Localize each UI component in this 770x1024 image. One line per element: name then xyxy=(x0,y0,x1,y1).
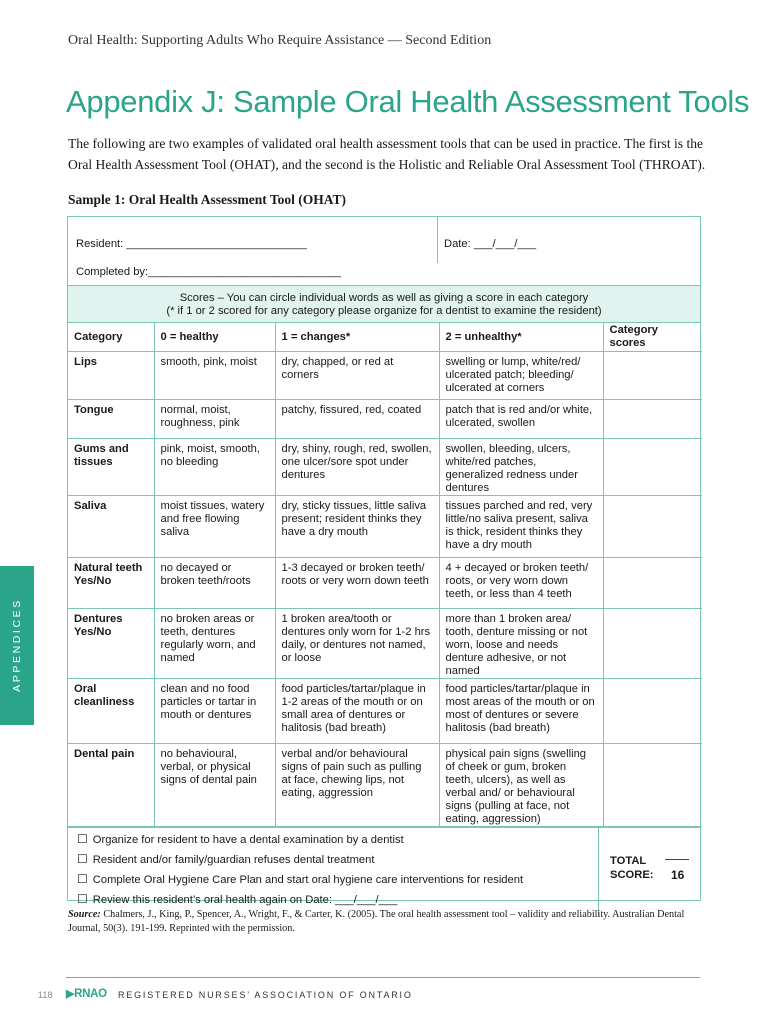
table-row xyxy=(68,400,702,439)
row-unhealthy[interactable]: tissues parched and red, very little/no saliva present, saliva is thick, resident thinks they have a dry mouth xyxy=(439,496,603,558)
organization-name: REGISTERED NURSES’ ASSOCIATION OF ONTARIO xyxy=(118,990,413,1000)
total-score-box xyxy=(598,828,703,916)
row-unhealthy[interactable]: patch that is red and/or white, ulcerated, swollen xyxy=(439,400,603,439)
footer-divider xyxy=(66,977,700,978)
row-changes[interactable]: dry, chapped, or red at corners xyxy=(275,352,439,400)
row-category: Lips xyxy=(68,352,154,400)
row-unhealthy[interactable]: swollen, bleeding, ulcers, white/red patches, generalized redness under dentures xyxy=(439,439,603,496)
row-healthy[interactable]: smooth, pink, moist xyxy=(154,352,275,400)
row-score-cell[interactable] xyxy=(603,609,702,679)
form-meta xyxy=(68,217,700,286)
checkbox-icon[interactable]: ☐ xyxy=(77,852,88,866)
row-changes[interactable]: 1-3 decayed or broken teeth/ roots or very worn down teeth xyxy=(275,558,439,609)
checkbox-icon[interactable]: ☐ xyxy=(77,872,88,886)
table-row xyxy=(68,679,702,744)
row-changes[interactable]: food particles/tartar/plaque in 1-2 areas of the mouth or on small area of dentures or halitosis (bad breath) xyxy=(275,679,439,744)
total-score-label: TOTAL SCORE: xyxy=(610,855,654,881)
table-row xyxy=(68,496,702,558)
row-score-cell[interactable] xyxy=(603,400,702,439)
checklist-item[interactable] xyxy=(77,853,597,873)
row-healthy[interactable]: no decayed or broken teeth/roots xyxy=(154,558,275,609)
row-unhealthy[interactable]: 4 + decayed or broken teeth/ roots, or very worn down teeth, or less than 4 teeth xyxy=(439,558,603,609)
table-row xyxy=(68,744,702,827)
column-header-healthy: 0 = healthy xyxy=(154,323,275,352)
row-score-cell[interactable] xyxy=(603,352,702,400)
column-header-changes: 1 = changes* xyxy=(275,323,439,352)
row-score-cell[interactable] xyxy=(603,496,702,558)
date-field[interactable]: Date: ___/___/___ xyxy=(444,238,537,250)
meta-divider xyxy=(437,217,438,263)
assessment-table xyxy=(68,323,702,827)
checkbox-icon[interactable]: ☐ xyxy=(77,892,88,906)
row-category: Saliva xyxy=(68,496,154,558)
checklist-item[interactable] xyxy=(77,833,597,853)
table-header-row xyxy=(68,323,702,352)
source-text: Chalmers, J., King, P., Spencer, A., Wright, F., & Carter, K. (2005). The oral health assessment tool – validity and reliability. Australian Dental Journal, 50(3). 191-199. Reprinted with the permission. xyxy=(68,909,685,934)
ohat-form xyxy=(67,216,701,906)
checkbox-icon[interactable]: ☐ xyxy=(77,832,88,846)
intro-paragraph: The following are two examples of validated oral health assessment tools that can be used in practice. The first is the Oral Health Assessment Tool (OHAT), and the second is the Holistic and Reliable Oral Assessment Tool (THROAT). xyxy=(68,136,706,172)
form-footer xyxy=(68,827,700,916)
row-healthy[interactable]: normal, moist, roughness, pink xyxy=(154,400,275,439)
page-number: 118 xyxy=(38,990,53,1000)
checklist-item-label: Review this resident’s oral health again on Date: ___/___/___ xyxy=(92,894,398,906)
row-changes[interactable]: dry, sticky tissues, little saliva present; resident thinks they have a dry mouth xyxy=(275,496,439,558)
row-score-cell[interactable] xyxy=(603,558,702,609)
row-unhealthy[interactable]: food particles/tartar/plaque in most areas of the mouth or on most of dentures or severe halitosis (bad breath) xyxy=(439,679,603,744)
table-row xyxy=(68,609,702,679)
row-category: Natural teeth Yes/No xyxy=(68,558,154,609)
row-score-cell[interactable] xyxy=(603,679,702,744)
scores-note-line1: Scores – You can circle individual words as well as giving a score in each category xyxy=(179,292,589,304)
row-healthy[interactable]: no broken areas or teeth, dentures regularly worn, and named xyxy=(154,609,275,679)
row-score-cell[interactable] xyxy=(603,744,702,827)
row-category: Gums and tissues xyxy=(68,439,154,496)
row-healthy[interactable]: clean and no food particles or tartar in mouth or dentures xyxy=(154,679,275,744)
checklist-item-label: Organize for resident to have a dental examination by a dentist xyxy=(92,834,404,846)
running-head: Oral Health: Supporting Adults Who Require Assistance — Second Edition xyxy=(68,33,492,48)
row-category: Dentures Yes/No xyxy=(68,609,154,679)
checklist-item-label: Resident and/or family/guardian refuses dental treatment xyxy=(92,854,375,866)
row-category: Dental pain xyxy=(68,744,154,827)
logo-arrow-icon: ▶ xyxy=(66,988,75,1000)
scores-note xyxy=(68,286,700,323)
column-header-unhealthy: 2 = unhealthy* xyxy=(439,323,603,352)
row-changes[interactable]: 1 broken area/tooth or dentures only worn for 1-2 hrs daily, or dentures not named, or loose xyxy=(275,609,439,679)
sample-heading: Sample 1: Oral Health Assessment Tool (OHAT) xyxy=(68,192,347,207)
checklist-item-label: Complete Oral Hygiene Care Plan and start oral hygiene care interventions for resident xyxy=(92,874,524,886)
rnao-logo xyxy=(66,987,107,1000)
column-header-category: Category xyxy=(68,323,154,352)
row-healthy[interactable]: moist tissues, watery and free flowing saliva xyxy=(154,496,275,558)
row-unhealthy[interactable]: more than 1 broken area/ tooth, denture missing or not worn, loose and needs denture adhesive, or not named xyxy=(439,609,603,679)
row-score-cell[interactable] xyxy=(603,439,702,496)
resident-field[interactable]: Resident: _____________________________ xyxy=(76,238,307,250)
action-checklist xyxy=(77,833,597,913)
page-title: Appendix J: Sample Oral Health Assessment Tools xyxy=(66,84,750,119)
checklist-item[interactable] xyxy=(77,873,597,893)
scores-note-line2: (* if 1 or 2 scored for any category please organize for a dentist to examine the resident) xyxy=(166,305,602,317)
row-category: Oral cleanliness xyxy=(68,679,154,744)
row-healthy[interactable]: pink, moist, smooth, no bleeding xyxy=(154,439,275,496)
completed-by-field[interactable]: Completed by:_______________________________ xyxy=(76,266,342,278)
table-row xyxy=(68,352,702,400)
table-row xyxy=(68,558,702,609)
total-score-value[interactable]: 16 xyxy=(671,868,685,882)
row-changes[interactable]: patchy, fissured, red, coated xyxy=(275,400,439,439)
row-unhealthy[interactable]: swelling or lump, white/red/ ulcerated patch; bleeding/ ulcerated at corners xyxy=(439,352,603,400)
row-category: Tongue xyxy=(68,400,154,439)
row-changes[interactable]: dry, shiny, rough, red, swollen, one ulcer/sore spot under dentures xyxy=(275,439,439,496)
logo-text: RNAO xyxy=(74,988,107,1000)
source-citation xyxy=(68,908,708,936)
row-unhealthy[interactable]: physical pain signs (swelling of cheek or gum, broken teeth, ulcers), as well as verbal and/ or behavioural signs (pulling at face, not eating, aggression) xyxy=(439,744,603,827)
column-header-category-scores: Category scores xyxy=(603,323,702,352)
side-tab-label: APPENDICES xyxy=(11,598,23,692)
row-healthy[interactable]: no behavioural, verbal, or physical signs of dental pain xyxy=(154,744,275,827)
total-score-line xyxy=(665,859,689,860)
row-changes[interactable]: verbal and/or behavioural signs of pain such as pulling at face, chewing lips, not eating, aggression xyxy=(275,744,439,827)
source-label: Source: xyxy=(68,909,101,920)
table-row xyxy=(68,439,702,496)
